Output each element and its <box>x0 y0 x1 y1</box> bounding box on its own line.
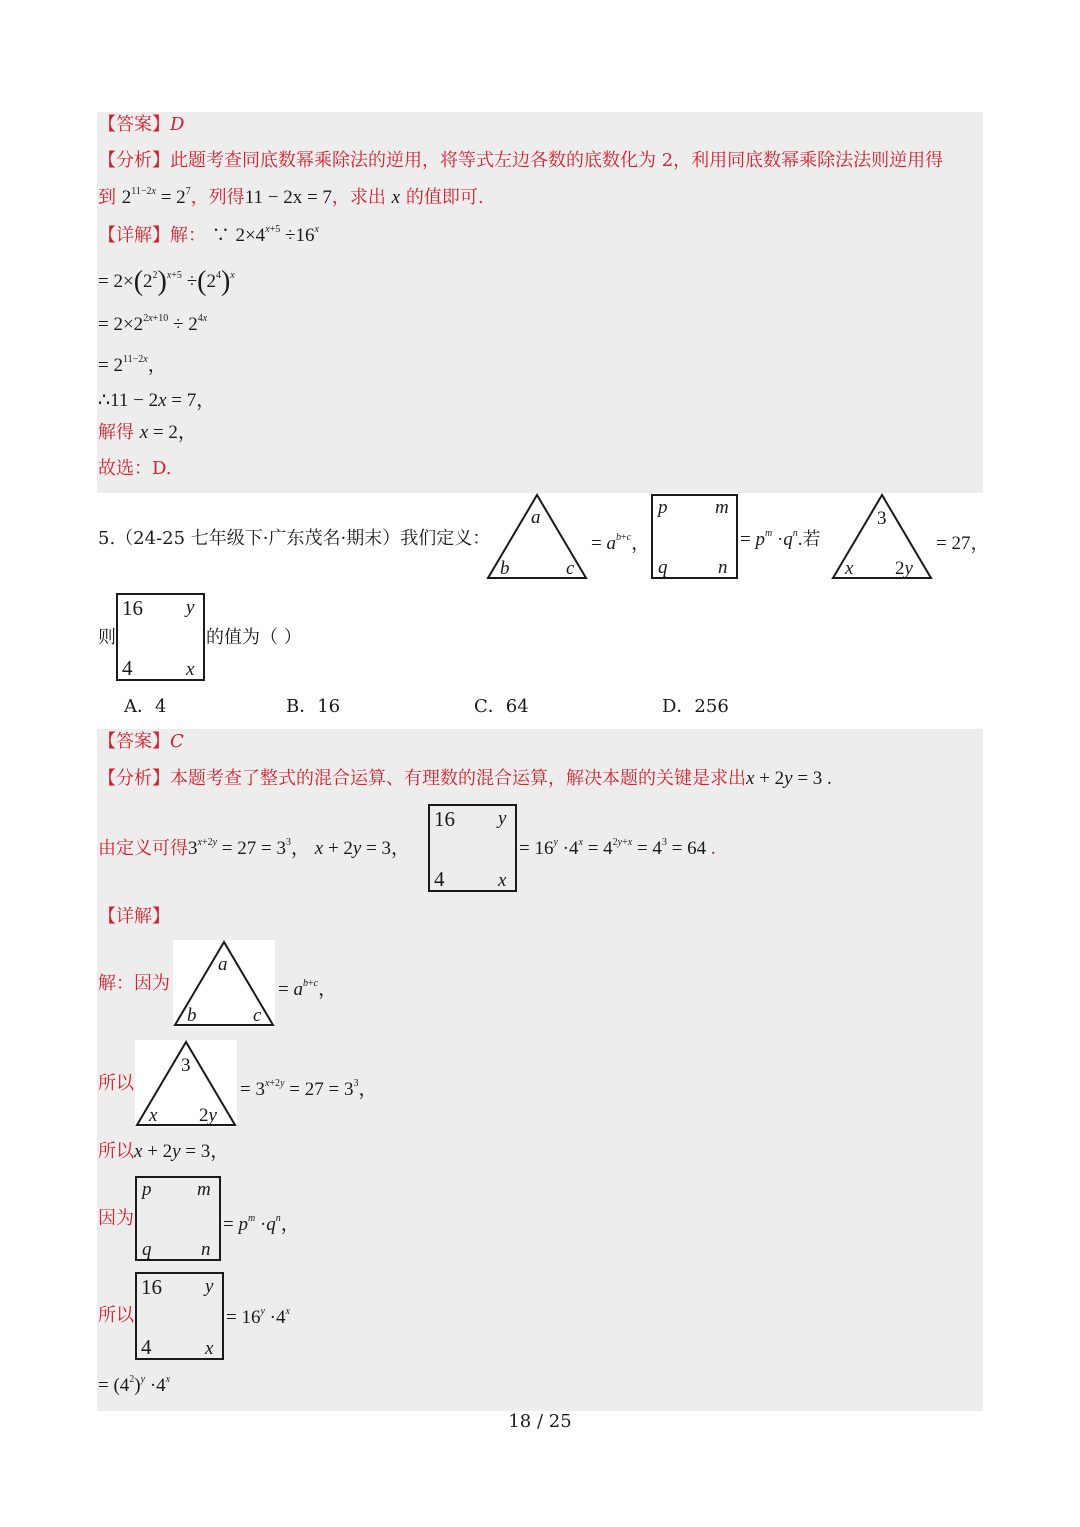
svg-text:b: b <box>187 1005 197 1026</box>
answer-line-2: 【答案】C <box>98 731 184 752</box>
svg-text:x: x <box>205 1338 214 1359</box>
svg-text:a: a <box>218 954 228 975</box>
analysis-tag: 【分析】 <box>98 150 170 171</box>
derive-result: = $16^y \cdot 4^x = 4^{2y+x} = 4^3 = 64$ . <box>519 837 716 859</box>
so-2: 所以x + 2y = 3， <box>98 1141 230 1162</box>
analysis-eq-power: $2^{11-2x} = 2^7$ <box>121 186 191 208</box>
svg-text:n: n <box>201 1239 211 1260</box>
option-c[interactable]: C．64 <box>474 696 529 717</box>
square-pmqn-figure-2 <box>135 1176 221 1261</box>
svg-text:q: q <box>142 1239 152 1260</box>
detail-line-1: 【详解】解： ∵ $2\times 4^{x+5} \div 16^x$ <box>98 224 319 246</box>
answer-value: D <box>170 114 185 135</box>
answer-value-2: C <box>170 731 184 752</box>
detail-because-1: 解：因为 <box>98 973 170 994</box>
svg-text:2y: 2y <box>199 1105 217 1126</box>
answer-tag: 【答案】 <box>98 114 170 135</box>
analysis-text-1: 此题考查同底数幂乘除法的逆用，将等式左边各数的底数化为 2，利用同底数幂乘除法法则逆用得 <box>170 150 944 171</box>
triangle-def-2: = $a^{b+c}$， <box>278 978 338 1000</box>
option-d[interactable]: D．256 <box>662 696 729 717</box>
page-number: 18 / 25 <box>508 1411 572 1432</box>
triangle-eval-2: = $3^{x+2y} = 27 = 3^3$， <box>240 1078 378 1100</box>
svg-text:n: n <box>718 557 728 578</box>
because-2: 因为 <box>98 1208 134 1229</box>
svg-text:p: p <box>658 497 668 518</box>
svg-text:y: y <box>186 597 195 618</box>
then-word: 则 <box>98 627 116 648</box>
square-16-y-4-x-figure-2 <box>428 804 517 892</box>
step-5: 解得 x = 2， <box>98 422 197 443</box>
analysis-line-b2: 【分析】本题考查了整式的混合运算、有理数的混合运算，解决本题的关键是求出x + 2y = 3 . <box>98 768 832 789</box>
final-step: = $(4^2)^y \cdot 4^x$ <box>98 1374 171 1396</box>
square-pmqn-figure <box>651 494 738 579</box>
square-eval-3: = $16^y \cdot 4^x$ <box>226 1306 290 1328</box>
svg-text:4: 4 <box>122 656 133 680</box>
svg-text:a: a <box>531 507 541 528</box>
svg-text:x: x <box>498 870 507 891</box>
svg-text:m: m <box>715 497 729 518</box>
because-symbol: ∵ <box>211 225 230 246</box>
detail-tag-2: 【详解】 <box>98 906 170 927</box>
analysis-line-2: 到 $2^{11-2x} = 2^7$，列得11 − 2x = 7，求出 x 的值即可. <box>98 186 484 208</box>
value-of-text: 的值为（ ） <box>206 627 302 648</box>
svg-text:3: 3 <box>181 1055 191 1076</box>
analysis-line-1 <box>98 150 943 172</box>
svg-text:2y: 2y <box>895 558 913 579</box>
triangle-3-x-2y-figure <box>831 493 933 580</box>
square-def-2: = $p^m \cdot q^n$， <box>223 1213 300 1235</box>
step-2: = $2\times 2^{2x+10} \div 2^{4x}$ <box>98 313 208 335</box>
option-b[interactable]: B．16 <box>286 696 341 717</box>
svg-text:16: 16 <box>141 1275 162 1299</box>
def-square-result: = $p^m \cdot q^n$.若 <box>740 528 821 550</box>
svg-text:m: m <box>197 1179 211 1200</box>
svg-text:4: 4 <box>141 1335 152 1359</box>
svg-text:16: 16 <box>434 807 455 831</box>
svg-text:x: x <box>845 558 854 579</box>
svg-text:16: 16 <box>122 596 143 620</box>
svg-text:c: c <box>253 1005 262 1026</box>
final-choice: 故选：D. <box>98 458 172 479</box>
svg-text:c: c <box>566 558 575 579</box>
def-triangle-result: = $a^{b+c}$， <box>591 532 651 554</box>
given-equals-27: = 27， <box>936 533 990 554</box>
option-a[interactable]: A．4 <box>124 696 167 717</box>
svg-text:4: 4 <box>434 867 445 891</box>
step-3: = $2^{11-2x}$， <box>98 354 167 376</box>
triangle-3-x-2y-figure-2 <box>135 1040 237 1127</box>
answer-line-1 <box>98 114 184 136</box>
svg-text:q: q <box>658 557 668 578</box>
detail-tag: 【详解】 <box>98 225 170 246</box>
step-1: = $2\times(2^2)^{x+5} \div(2^4)^x$ <box>98 266 235 297</box>
square-16-y-4-x-figure-3 <box>135 1272 224 1360</box>
derive-line: 由定义可得$3^{x+2y} = 27 = 3^3$， x + 2y = 3， <box>98 837 411 859</box>
analysis-eq: 11 − 2x = 7 <box>244 187 332 208</box>
step-4: ∴11 − 2x = 7， <box>98 390 216 411</box>
svg-text:y: y <box>498 808 507 829</box>
so-3: 所以 <box>98 1305 134 1326</box>
svg-text:y: y <box>205 1276 214 1297</box>
triangle-abc-figure-2 <box>173 940 275 1027</box>
svg-text:x: x <box>149 1105 158 1126</box>
svg-text:x: x <box>186 659 195 680</box>
triangle-abc-figure <box>486 493 588 580</box>
square-16-y-4-x-figure <box>116 593 205 681</box>
question-prefix: 5.（24-25 七年级下·广东茂名·期末）我们定义： <box>98 528 491 549</box>
svg-text:3: 3 <box>877 508 887 529</box>
so-1: 所以 <box>98 1073 134 1094</box>
svg-text:b: b <box>500 558 510 579</box>
svg-text:p: p <box>142 1179 152 1200</box>
